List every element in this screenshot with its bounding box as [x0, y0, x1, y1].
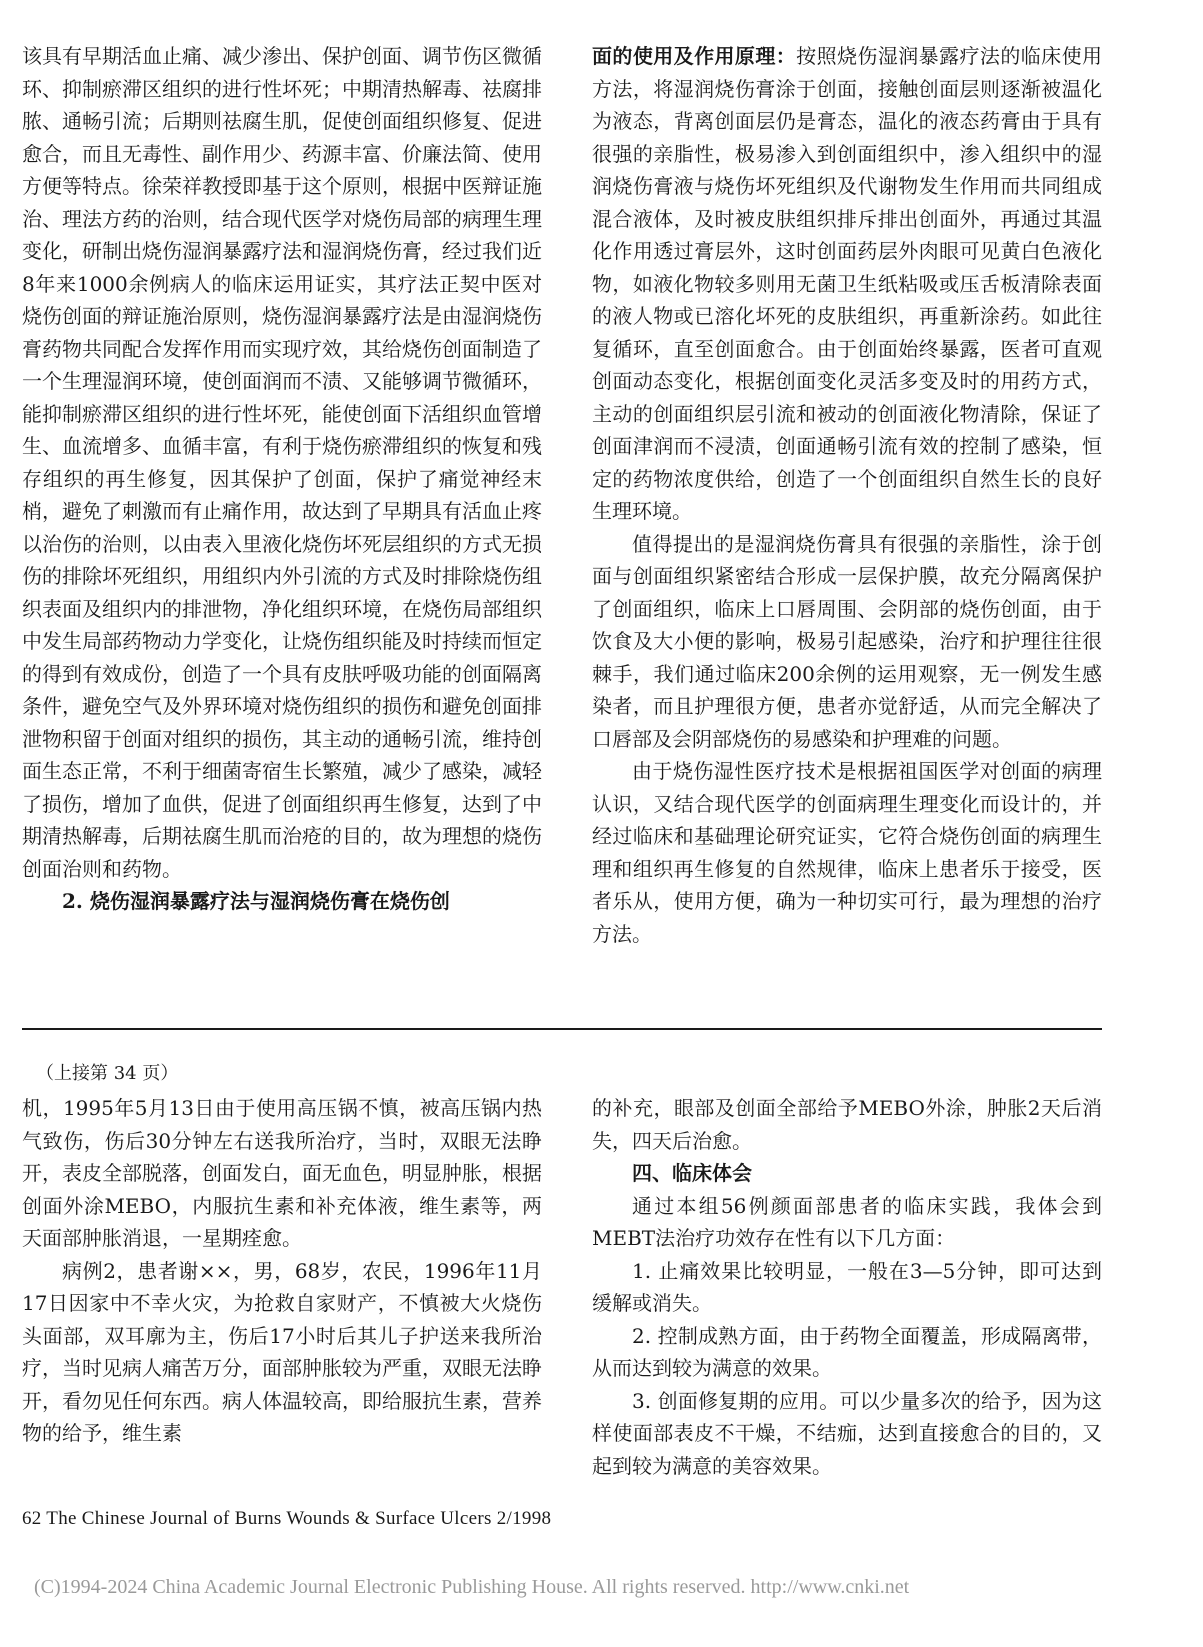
body-paragraph: 机，1995年5月13日由于使用高压锅不慎，被高压锅内热气致伤，伤后30分钟左右送我所治疗，当时，双眼无法睁开，表皮全部脱落，创面发白，面无血色，明显肿胀，根据创面外涂MEBO，内服抗生素和补充体液，维生素等，两天面部肿胀消退，一星期痊愈。: [22, 1096, 542, 1250]
section-divider: [22, 1028, 1102, 1030]
body-paragraph: 的补充，眼部及创面全部给予MEBO外涂，肿胀2天后消失，四天后治愈。: [592, 1096, 1102, 1153]
body-paragraph: 该具有早期活血止痛、减少渗出、保护创面、调节伤区微循环、抑制瘀滞区组织的进行性坏死；中期清热解毒、祛腐排脓、通畅引流；后期则祛腐生肌，促使创面组织修复、促进愈合，而且无毒性、副作用少、药源丰富、价廉法简、使用方便等特点。徐荣祥教授即基于这个原则，根据中医辩证施治、理法方药的治则，结合现代医学对烧伤局部的病理生理变化，研制出烧伤湿润暴露疗法和湿润烧伤膏，经过我们近8年来1000余例病人的临床运用证实，其疗法正契中医对烧伤创面的辩证施治原则，烧伤湿润暴露疗法是由湿润烧伤膏药物共同配合发挥作用而实现疗效，其给烧伤创面制造了一个生理湿润环境，使创面润而不渍、又能够调节微循环，能抑制瘀滞区组织的进行性坏死，能使创面下活组织血管增生、血流增多、血循丰富，有利于烧伤瘀滞组织的恢复和残存组织的再生修复，因其保护了创面，保护了痛觉神经末梢，避免了刺激而有止痛作用，故达到了早期具有活血止疼以治伤的治则，以由表入里液化烧伤坏死层组织的方式无损伤的排除坏死组织，用组织内外引流的方式及时排除烧伤组织表面及组织内的排泄物，净化组织环境，在烧伤局部组织中发生局部药物动力学变化，让烧伤组织能及时持续而恒定的得到有效成份，创造了一个具有皮肤呼吸功能的创面隔离条件，避免空气及外界环境对烧伤组织的损伤和避免创面排泄物积留于创面对组织的损伤，其主动的通畅引流，维持创面生态正常，不利于细菌寄宿生长繁殖，减少了感染，减轻了损伤，增加了血供，促进了创面组织再生修复，达到了中期清热解毒，后期祛腐生肌而治疮的目的，故为理想的烧伤创面治则和药物。: [22, 44, 542, 881]
body-paragraph: 由于烧伤湿性医疗技术是根据祖国医学对创面的病理认识，又结合现代医学的创面病理生理变化而设计的，并经过临床和基础理论研究证实，它符合烧伤创面的病理生理和组织再生修复的自然规律，临床上患者乐于接受，医者乐从，使用方便，确为一种切实可行，最为理想的治疗方法。: [592, 759, 1102, 946]
bottom-left-column: [22, 1092, 542, 1450]
body-paragraph: [592, 40, 1102, 528]
body-paragraph: 值得提出的是湿润烧伤膏具有很强的亲脂性，涂于创面与创面组织紧密结合形成一层保护膜，故充分隔离保护了创面组织，临床上口唇周围、会阴部的烧伤创面，由于饮食及大小便的影响，极易引起感染，治疗和护理往往很棘手，我们通过临床200余例的运用观察，无一例发生感染者，而且护理很方便，患者亦觉舒适，从而完全解决了口唇部及会阴部烧伤的易感染和护理难的问题。: [592, 531, 1102, 751]
bottom-right-column: [592, 1092, 1102, 1482]
body-text: 按照烧伤湿润暴露疗法的临床使用方法，将湿润烧伤膏涂于创面，接触创面层则逐渐被温化为液态，背离创面层仍是膏态，温化的液态药膏由于具有很强的亲脂性，极易渗入到创面组织中，渗入组织中的湿润烧伤膏液与烧伤坏死组织及代谢物发生作用而共同组成混合液体，及时被皮肤组织排斥排出创面外，再通过其温化作用透过膏层外，这时创面药层外肉眼可见黄白色液化物，如液化物较多则用无菌卫生纸粘吸或压舌板清除表面的液人物或已溶化坏死的皮肤组织，再重新涂药。如此往复循环，直至创面愈合。由于创面始终暴露，医者可直观创面动态变化，根据创面变化灵活多变及时的用药方式，主动的创面组织层引流和被动的创面液化物清除，保证了创面津润而不浸渍，创面通畅引流有效的控制了感染，恒定的药物浓度供给，创造了一个创面组织自然生长的良好生理环境。: [592, 44, 1103, 523]
copyright-notice: (C)1994-2024 China Academic Journal Electronic Publishing House. All rights reserved. http://www.cnki.net: [34, 1576, 910, 1598]
top-left-column: [22, 40, 542, 918]
section-heading: 2. 烧伤湿润暴露疗法与湿润烧伤膏在烧伤创: [62, 889, 450, 913]
page-footer: 62 The Chinese Journal of Burns Wounds & Surface Ulcers 2/1998: [22, 1508, 552, 1529]
body-paragraph: 病例2，患者谢××，男，68岁，农民，1996年11月17日因家中不幸火灾，为抢救自家财产，不慎被大火烧伤头面部，双耳廓为主，伤后17小时后其儿子护送来我所治疗，当时见病人痛苦万分，面部肿胀较为严重，双眼无法睁开，看勿见任何东西。病人体温较高，即给服抗生素，营养物的给予，维生素: [22, 1258, 542, 1445]
top-right-column: [592, 40, 1102, 950]
section-heading: 四、临床体会: [632, 1161, 752, 1185]
list-item: 1. 止痛效果比较明显，一般在3—5分钟，即可达到缓解或消失。: [592, 1258, 1102, 1315]
continuation-note: （上接第 34 页）: [36, 1063, 179, 1084]
list-item: 2. 控制成熟方面，由于药物全面覆盖，形成隔离带，从而达到较为满意的效果。: [592, 1323, 1102, 1380]
body-paragraph: 通过本组56例颜面部患者的临床实践，我体会到MEBT法治疗功效存在性有以下几方面：: [592, 1193, 1102, 1250]
section-heading-continuation: 面的使用及作用原理：: [592, 44, 797, 68]
list-item: 3. 创面修复期的应用。可以少量多次的给予，因为这样使面部表皮不干燥，不结痂，达到直接愈合的目的，又起到较为满意的美容效果。: [592, 1388, 1102, 1478]
